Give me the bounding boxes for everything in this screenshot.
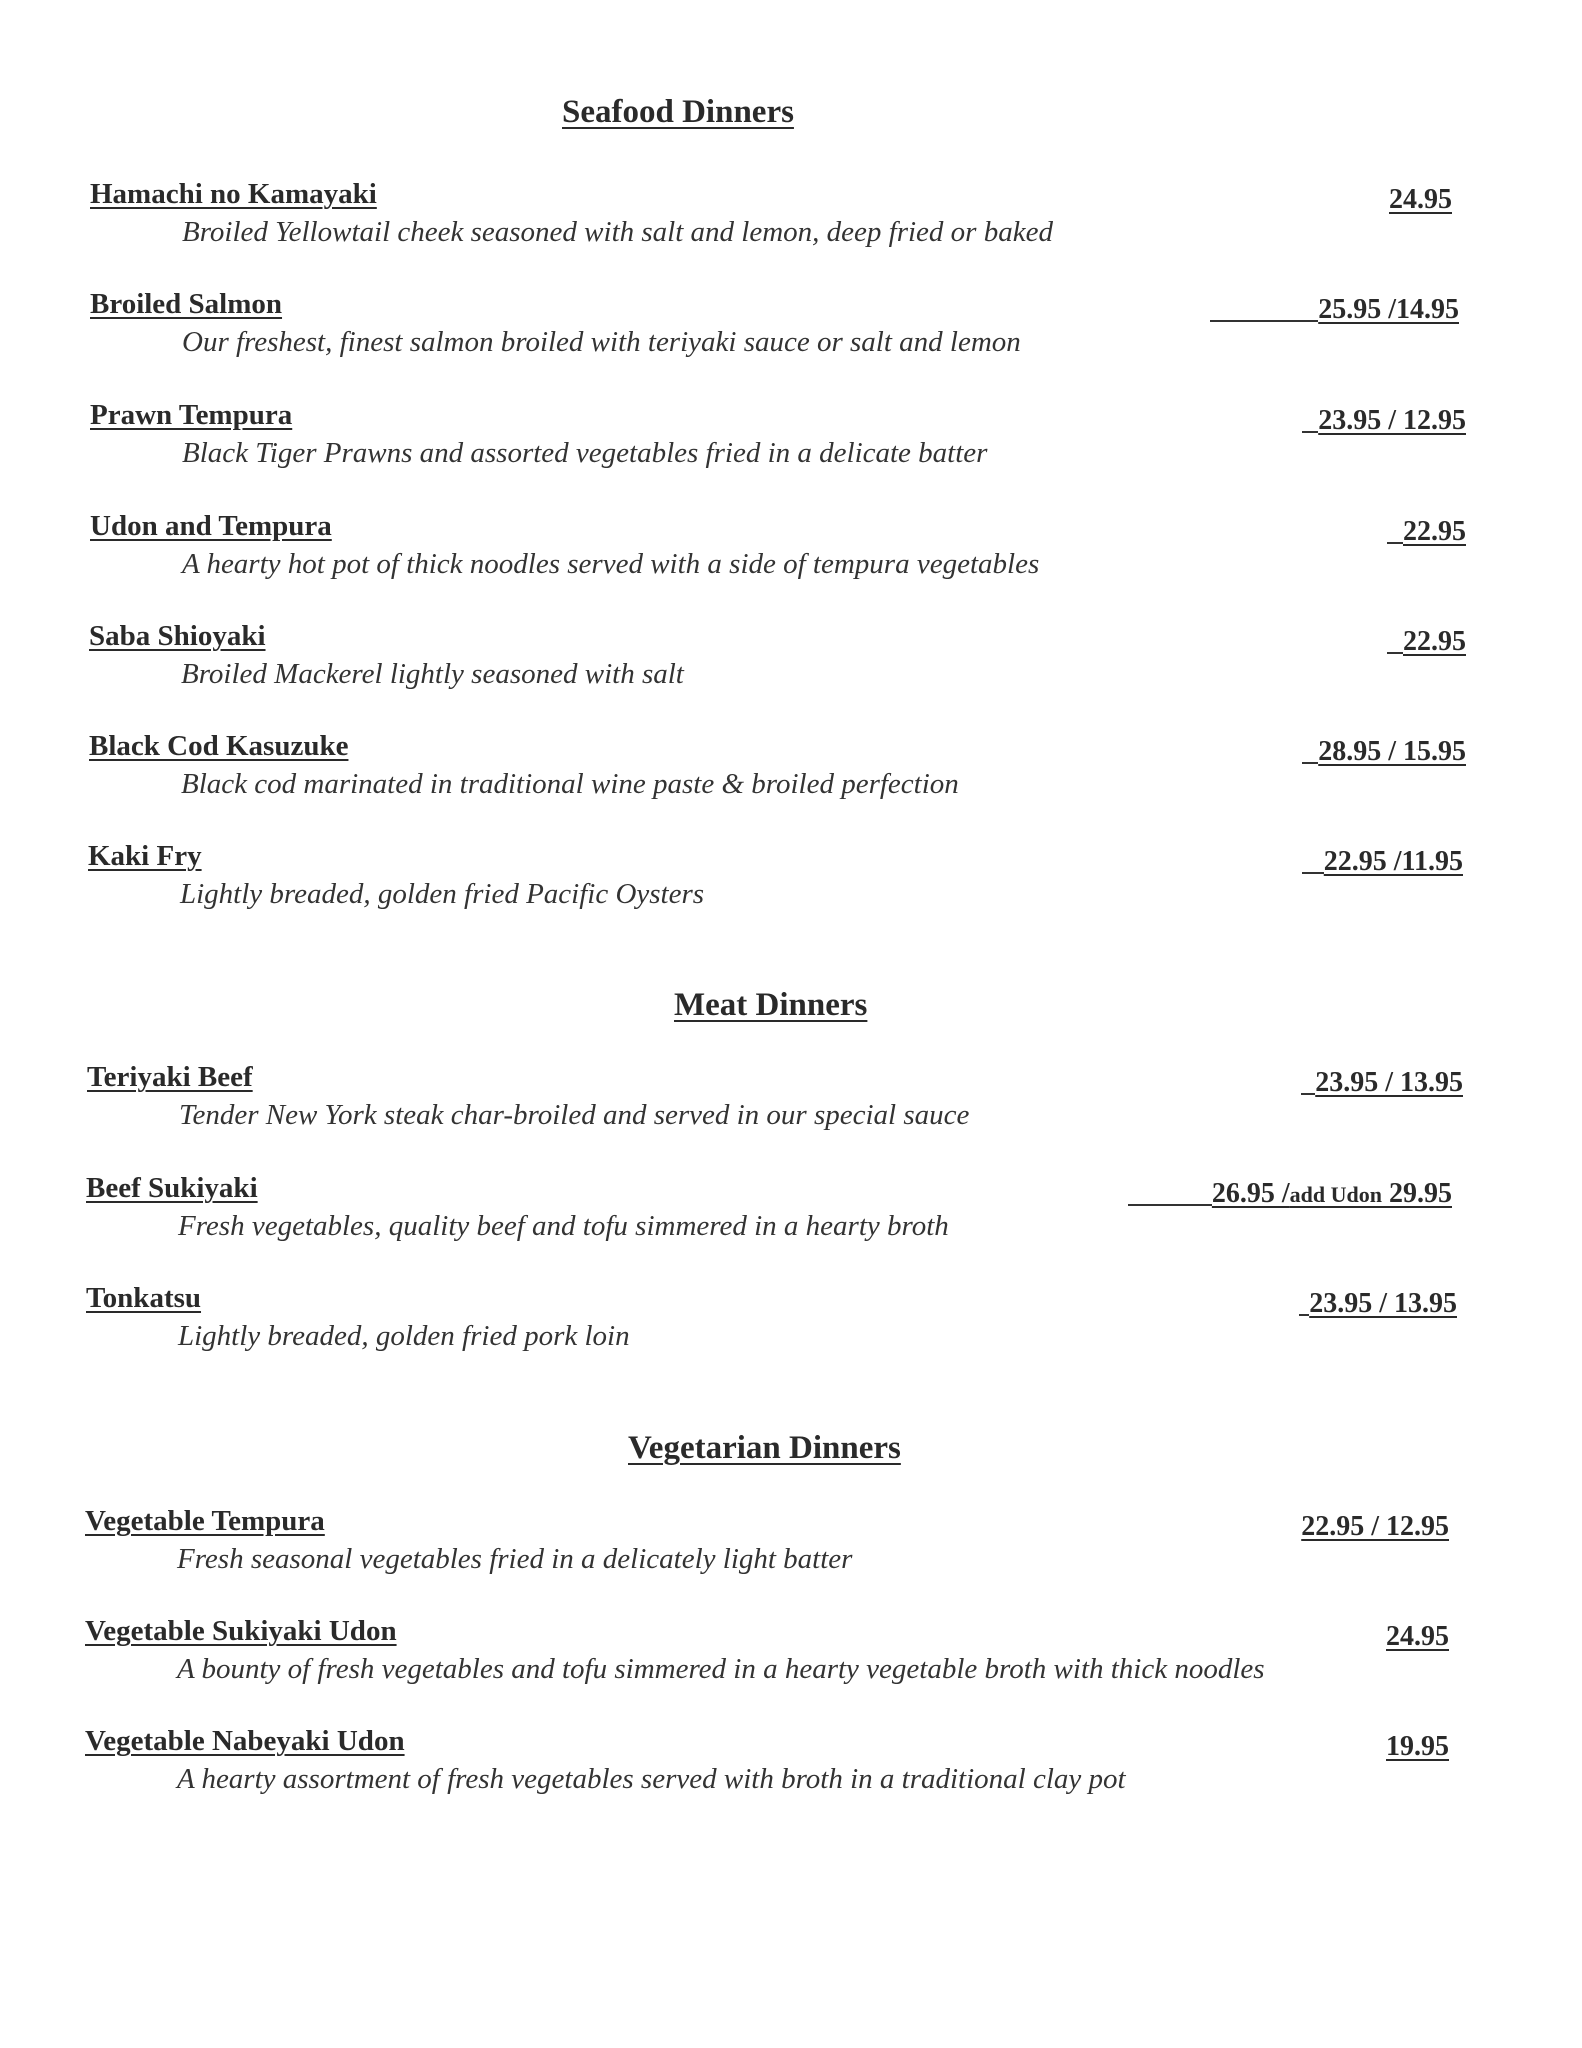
item-description: Fresh seasonal vegetables fried in a delicately light batter: [177, 1543, 853, 1575]
item-name: Teriyaki Beef: [87, 1061, 253, 1093]
menu-item: [0, 178, 1582, 268]
item-name: Prawn Tempura: [90, 399, 293, 431]
section-title-vegetarian: Vegetarian Dinners: [628, 1430, 901, 1466]
item-price: 22.95 /11.95: [1302, 846, 1463, 878]
section-title-meat: Meat Dinners: [674, 987, 868, 1023]
item-price: 25.95 /14.95: [1210, 294, 1459, 326]
item-price: 23.95 / 13.95: [1301, 1067, 1463, 1099]
item-description: Our freshest, finest salmon broiled with teriyaki sauce or salt and lemon: [182, 326, 1021, 358]
item-price: 19.95: [1386, 1731, 1449, 1762]
menu-item: [0, 1061, 1582, 1151]
item-description: Tender New York steak char-broiled and served in our special sauce: [179, 1099, 970, 1131]
item-name: Saba Shioyaki: [89, 620, 266, 652]
section-title-seafood: Seafood Dinners: [562, 94, 794, 130]
item-price: 24.95: [1386, 1621, 1449, 1652]
item-description: Black cod marinated in traditional wine paste & broiled perfection: [181, 768, 959, 800]
item-description: Lightly breaded, golden fried Pacific Oysters: [180, 878, 705, 910]
item-price: 22.95: [1387, 516, 1466, 548]
item-description: Black Tiger Prawns and assorted vegetables fried in a delicate batter: [182, 437, 988, 469]
item-price: 24.95: [1389, 184, 1452, 215]
item-price: 26.95 /add Udon 29.95: [1128, 1178, 1452, 1210]
item-price: 22.95 / 12.95: [1301, 1511, 1449, 1542]
menu-item: [0, 1615, 1582, 1705]
menu-item: [0, 730, 1582, 820]
item-name: Tonkatsu: [86, 1282, 202, 1314]
item-name: Hamachi no Kamayaki: [90, 178, 377, 210]
item-description: Broiled Yellowtail cheek seasoned with salt and lemon, deep fried or baked: [182, 216, 1053, 248]
menu-item: [0, 840, 1582, 930]
item-description: Broiled Mackerel lightly seasoned with salt: [181, 658, 684, 690]
item-description: A bounty of fresh vegetables and tofu simmered in a hearty vegetable broth with thick noodles: [177, 1653, 1265, 1685]
item-name: Vegetable Sukiyaki Udon: [85, 1615, 397, 1647]
item-price: 23.95 / 13.95: [1299, 1288, 1457, 1320]
menu-item: [0, 399, 1582, 489]
menu-item: [0, 510, 1582, 600]
menu-item: [0, 1172, 1582, 1262]
item-name: Kaki Fry: [88, 840, 202, 872]
item-description: Fresh vegetables, quality beef and tofu simmered in a hearty broth: [178, 1210, 949, 1242]
item-description: A hearty assortment of fresh vegetables served with broth in a traditional clay pot: [177, 1763, 1126, 1795]
item-description: Lightly breaded, golden fried pork loin: [178, 1320, 630, 1352]
item-price: 28.95 / 15.95: [1302, 736, 1466, 768]
item-description: A hearty hot pot of thick noodles served with a side of tempura vegetables: [182, 548, 1040, 580]
item-name: Black Cod Kasuzuke: [89, 730, 349, 762]
item-price: 23.95 / 12.95: [1302, 405, 1466, 437]
menu-item: [0, 620, 1582, 710]
menu-item: [0, 1725, 1582, 1815]
item-name: Broiled Salmon: [90, 288, 283, 320]
item-name: Beef Sukiyaki: [86, 1172, 258, 1204]
menu-item: [0, 1282, 1582, 1372]
item-name: Vegetable Tempura: [85, 1505, 325, 1537]
menu-item: [0, 288, 1582, 378]
menu-item: [0, 1505, 1582, 1595]
item-name: Udon and Tempura: [90, 510, 332, 542]
item-name: Vegetable Nabeyaki Udon: [85, 1725, 405, 1757]
item-price: 22.95: [1387, 626, 1466, 658]
